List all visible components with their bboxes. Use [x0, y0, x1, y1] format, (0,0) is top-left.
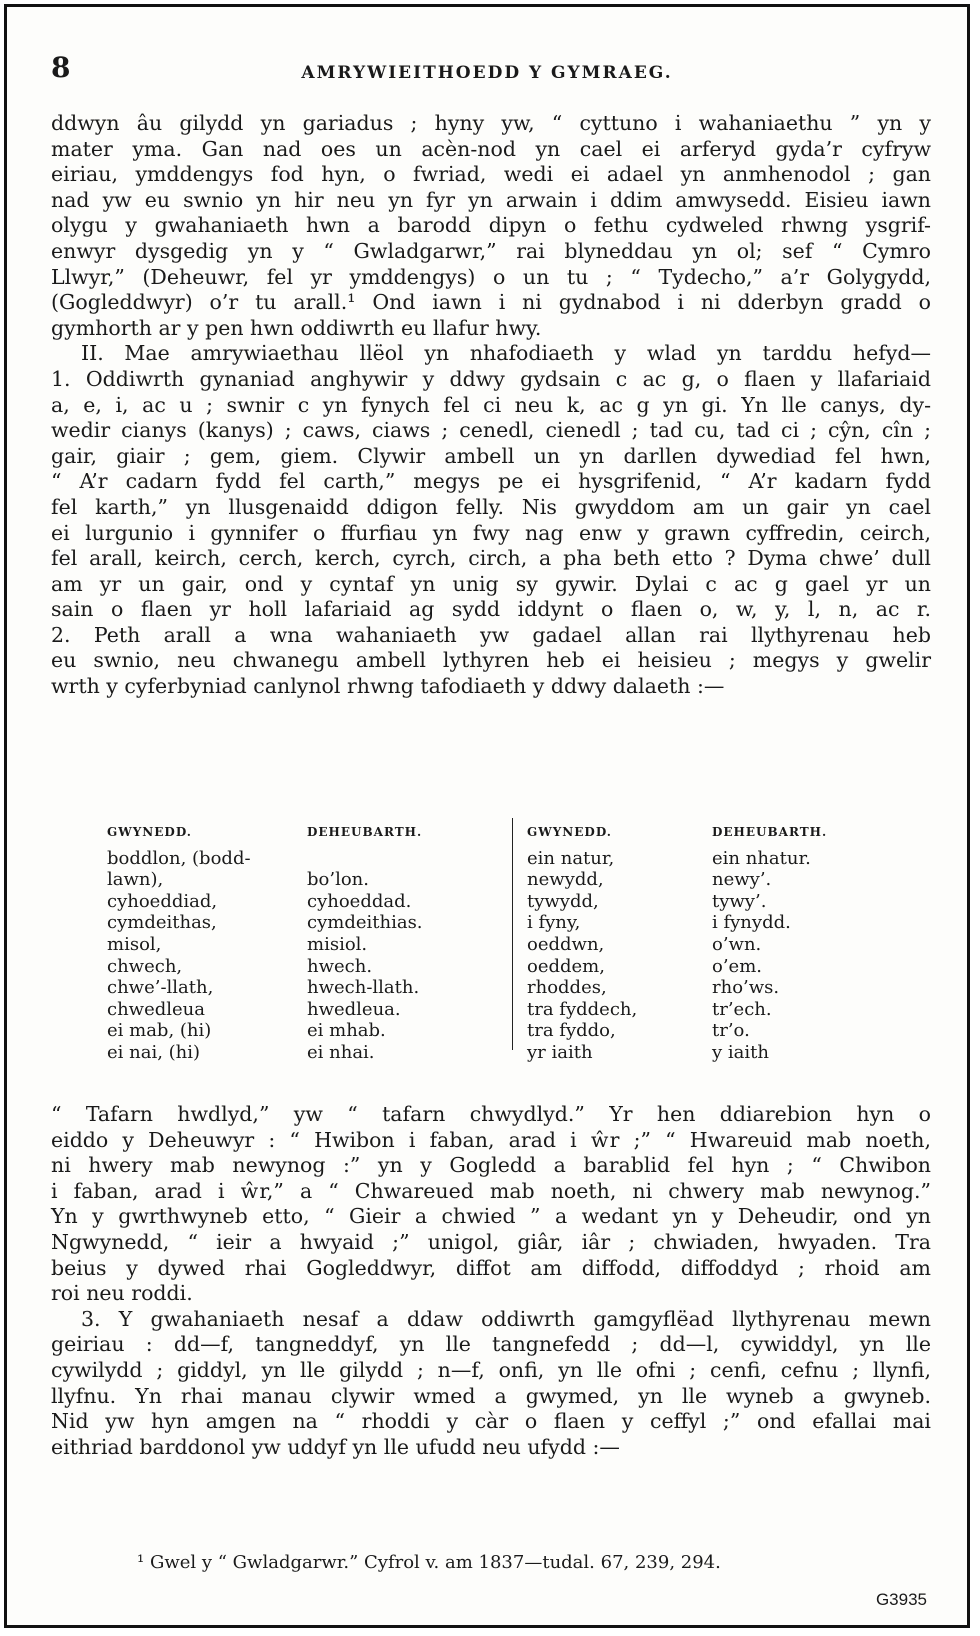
text-line: a, e, i, ac u ; swnir c yn fynych fel ci neu k, ac g yn gi. Yn lle canys, dy- — [51, 392, 931, 417]
page-header — [7, 51, 967, 91]
table-cell: cymdeithas, — [107, 912, 217, 934]
text-line: mater yma. Gan nad oes un acèn-nod yn cael ei arferyd gyda’r cyfryw — [51, 136, 931, 161]
table-cell: hwedleua. — [307, 998, 401, 1020]
text-line: cywilydd ; giddyl, yn lle gilydd ; n—f, onfi, yn lle ofni ; cenfi, cefnu ; llynfi, — [51, 1357, 931, 1382]
table-cell: misiol. — [307, 933, 368, 955]
page-number: 8 — [51, 51, 71, 84]
column-cells — [107, 848, 251, 1064]
text-line: sain o flaen yr holl lafariaid ag sydd iddynt o flaen o, w, y, l, n, ac r. — [51, 597, 931, 622]
table-cell: hwech-llath. — [307, 977, 420, 999]
text-line: am yr un gair, ond y cyntaf yn unig sy gywir. Dylai c ac g gael yr un — [51, 571, 931, 596]
text-line: roi neu roddi. — [51, 1281, 193, 1306]
table-cell: yr iaith — [527, 1041, 593, 1063]
text-line: Llwyr,” (Deheuwr, fel yr ymddengys) o un tu ; “ Tydecho,” a’r Golygydd, — [51, 264, 931, 289]
column-gwynedd-right — [527, 822, 637, 1064]
table-cell: cyhoeddad. — [307, 890, 412, 912]
text-line: eithriad barddonol yw uddyf yn lle ufudd neu ufydd :— — [51, 1434, 620, 1459]
paragraph-1 — [51, 111, 931, 341]
table-cell — [307, 848, 423, 870]
text-line: gair, giair ; gem, giem. Clywir ambell un yn darllen dywediad fel hwn, — [51, 443, 931, 468]
column-gwynedd-left — [107, 822, 251, 1064]
main-text-upper — [51, 111, 931, 700]
table-cell: ei mab, (hi) — [107, 1020, 212, 1042]
table-cell: tr’o. — [712, 1020, 750, 1042]
document-page — [4, 4, 970, 1628]
table-cell: ei mhab. — [307, 1020, 386, 1042]
text-line: geiriau : dd—f, tangneddyf, yn lle tangnefedd ; dd—l, cywiddyl, yn lle — [51, 1332, 931, 1357]
text-line: 2. Peth arall a wna wahaniaeth yw gadael allan rai llythyrenau heb — [51, 622, 931, 647]
table-cell: i fyny, — [527, 912, 581, 934]
column-header: GWYNEDD. — [107, 825, 192, 839]
table-cell: chwedleua — [107, 998, 205, 1020]
text-line: “ A’r cadarn fydd fel carth,” megys pe ei hysgrifenid, “ A’r kadarn fydd — [51, 469, 931, 494]
table-cell: tra fyddo, — [527, 1020, 616, 1042]
table-cell: ein nhatur. — [712, 847, 811, 869]
table-cell: newy’. — [712, 869, 772, 891]
table-cell: ei nhai. — [307, 1041, 375, 1063]
column-header: DEHEUBARTH. — [307, 825, 423, 839]
table-cell: rho’ws. — [712, 977, 780, 999]
text-line: (Gogleddwyr) o’r tu arall.¹ Ond iawn i ni gydnabod i ni dderbyn gradd o — [51, 290, 931, 315]
text-line: II. Mae amrywiaethau llëol yn nhafodiaeth y wlad yn tarddu hefyd— — [81, 341, 931, 366]
text-line: beius y dywed rhai Gogleddwyr, diffot am diffodd, diffoddyd ; rhoid am — [51, 1255, 931, 1280]
table-cell: ei nai, (hi) — [107, 1041, 201, 1063]
table-cell: ein natur, — [527, 847, 615, 869]
running-title: AMRYWIEITHOEDD Y GYMRAEG. — [301, 63, 673, 83]
text-line: ddwyn âu gilydd yn gariadus ; hyny yw, “ cyttuno i wahaniaethu ” yn y — [51, 111, 931, 135]
text-line: eu swnio, neu chwanegu ambell lythyren heb ei heisieu ; megys y gwelir — [51, 648, 931, 673]
text-line: “ Tafarn hwdlyd,” yw “ tafarn chwydlyd.” Yr hen ddiarebion hyn o — [51, 1102, 931, 1126]
text-line: fel arall, keirch, cerch, kerch, cyrch, circh, a pha beth etto ? Dyma chwe’ dull — [51, 546, 931, 571]
column-cells — [527, 848, 637, 1064]
column-cells — [712, 848, 827, 1064]
paragraph-2 — [51, 341, 931, 699]
column-cells — [307, 848, 423, 1064]
table-cell: cymdeithias. — [307, 912, 423, 934]
column-deheubarth-right — [712, 822, 827, 1064]
reference-code: G3935 — [875, 1590, 927, 1609]
column-header: GWYNEDD. — [527, 825, 612, 839]
text-line: fel karth,” yn llusgenaidd ddigon felly. Nis gwyddom am un gair yn cael — [51, 494, 931, 519]
table-cell: cyhoeddiad, — [107, 890, 218, 912]
column-deheubarth-left — [307, 822, 423, 1064]
table-cell: hwech. — [307, 955, 373, 977]
text-line: llyfnu. Yn rhai manau clywir wmed a gwymed, yn lle wyneb a gwyneb. — [51, 1383, 931, 1408]
table-cell: boddlon, (bodd- — [107, 847, 251, 869]
table-cell: o’wn. — [712, 933, 762, 955]
paragraph-4 — [51, 1307, 931, 1461]
table-cell: tr’ech. — [712, 998, 772, 1020]
column-divider — [512, 818, 513, 1050]
text-line: olygu y gwahaniaeth hwn a barodd dipyn o fethu cydweled rhwng ysgrif- — [51, 213, 931, 238]
column-header: DEHEUBARTH. — [712, 825, 828, 839]
table-cell: chwech, — [107, 955, 183, 977]
table-cell: chwe’-llath, — [107, 977, 214, 999]
table-cell: o’em. — [712, 955, 763, 977]
table-cell: tra fyddech, — [527, 998, 638, 1020]
text-line: i faban, arad i ŵr,” a “ Chwareued mab noeth, ni chwery mab newynog.” — [51, 1178, 931, 1203]
main-text-lower — [51, 1102, 931, 1460]
text-line: Nid yw hyn amgen na “ rhoddi y càr o flaen y ceffyl ;” ond efallai mai — [51, 1409, 931, 1434]
text-line: eiriau, ymddengys fod hyn, o fwriad, wedi ei adael yn anmhenodol ; gan — [51, 162, 931, 187]
table-cell: tywydd, — [527, 890, 599, 912]
text-line: gymhorth ar y pen hwn oddiwrth eu llafur hwy. — [51, 315, 542, 340]
table-cell: i fynydd. — [712, 912, 791, 934]
dialect-comparison-table — [107, 822, 917, 1077]
text-line: 3. Y gwahaniaeth nesaf a ddaw oddiwrth gamgyflëad llythyrenau mewn — [81, 1306, 931, 1331]
text-line: wrth y cyferbyniad canlynol rhwng tafodiaeth y ddwy dalaeth :— — [51, 674, 725, 699]
table-cell: tywy’. — [712, 890, 767, 912]
paragraph-3 — [51, 1102, 931, 1307]
text-line: wedir cianys (kanys) ; caws, ciaws ; cenedl, cienedl ; tad cu, tad ci ; cŷn, cîn ; — [51, 418, 931, 443]
table-cell: misol, — [107, 933, 162, 955]
footnote: ¹ Gwel y “ Gwladgarwr.” Cyfrol v. am 1837—tudal. 67, 239, 294. — [137, 1552, 721, 1573]
text-line: nad yw eu swnio yn hir neu yn fyr yn arwain i ddim amwysedd. Eisieu iawn — [51, 187, 931, 212]
text-line: Ngwynedd, “ ieir a hwyaid ;” unigol, giâr, iâr ; chwiaden, hwyaden. Tra — [51, 1229, 931, 1254]
text-line: enwyr dysgedig yn y “ Gwladgarwr,” rai blyneddau yn ol; sef “ Cymro — [51, 238, 931, 263]
table-cell: y iaith — [712, 1041, 769, 1063]
table-cell: oeddem, — [527, 955, 605, 977]
text-line: eiddo y Deheuwyr : “ Hwibon i faban, arad i ŵr ;” “ Hwareuid mab noeth, — [51, 1127, 931, 1152]
table-cell: oeddwn, — [527, 933, 605, 955]
text-line: Yn y gwrthwyneb etto, “ Gieir a chwied ” a wedant yn y Deheudir, ond yn — [51, 1204, 931, 1229]
text-line: ei lurgunio i gynnifer o ffurfiau yn fwy nag enw y grawn cyffredin, ceirch, — [51, 520, 931, 545]
table-cell: bo’lon. — [307, 869, 369, 891]
table-cell: rhoddes, — [527, 977, 607, 999]
table-cell: newydd, — [527, 869, 604, 891]
text-line: ni hwery mab newynog :” yn y Gogledd a barablid fel hyn ; “ Chwibon — [51, 1153, 931, 1178]
table-cell: lawn), — [107, 869, 164, 891]
text-line: 1. Oddiwrth gynaniad anghywir y ddwy gydsain c ac g, o flaen y llafariaid — [51, 366, 931, 391]
